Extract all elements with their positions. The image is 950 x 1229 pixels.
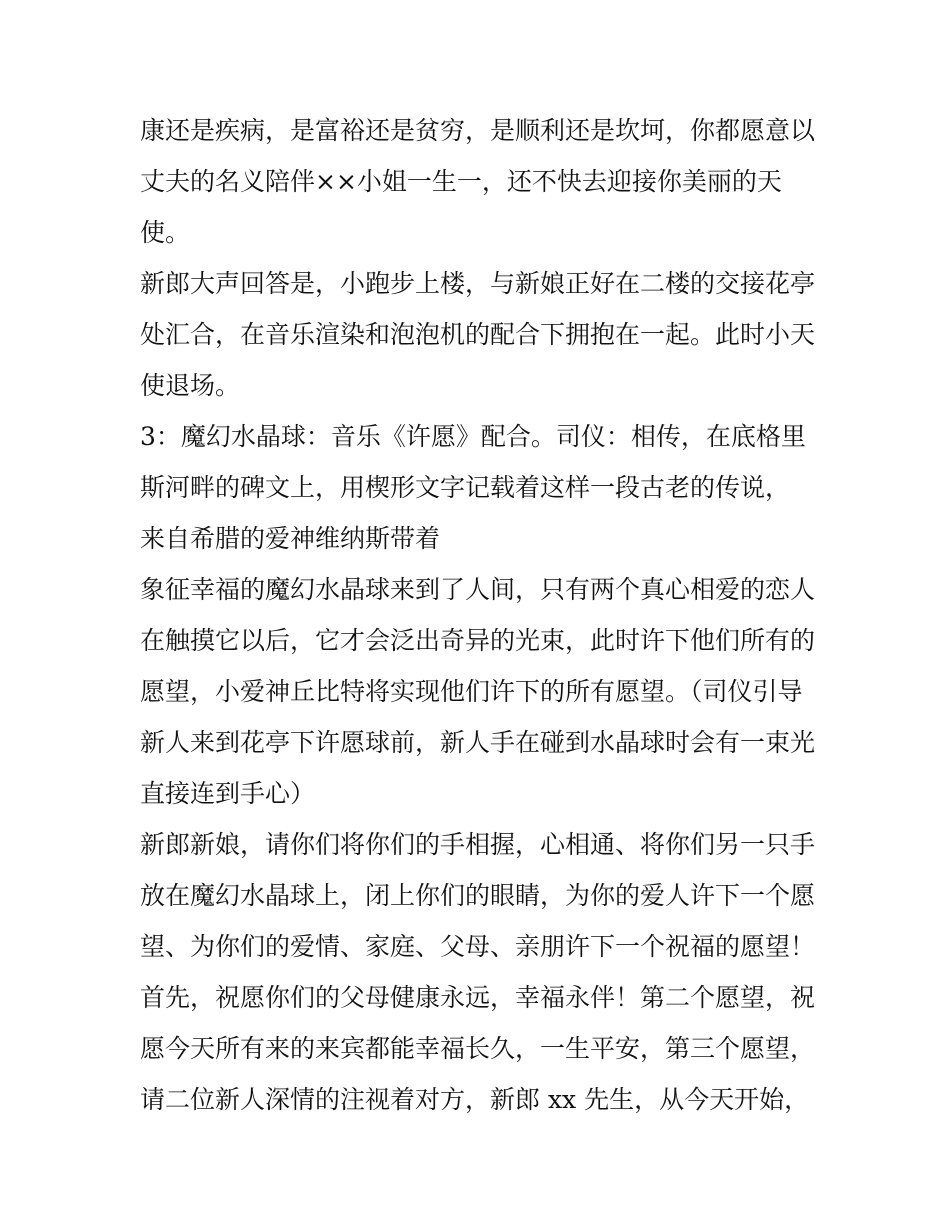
- text-line: 新郎大声回答是，小跑步上楼，与新娘正好在二楼的交接花亭: [140, 269, 816, 298]
- text-line: 3：魔幻水晶球：音乐《许愿》配合。司仪：相传，在底格里: [140, 422, 806, 451]
- text-line: 望、为你们的爱情、家庭、父母、亲朋许下一个祝福的愿望！: [140, 932, 816, 961]
- text-line: 来自希腊的爱神维纳斯带着: [140, 524, 441, 553]
- text-line: 斯河畔的碑文上，用楔形文字记载着这样一段古老的传说，: [140, 473, 791, 502]
- text-line: 处汇合，在音乐渲染和泡泡机的配合下拥抱在一起。此时小天: [140, 320, 816, 349]
- text-line: 新人来到花亭下许愿球前，新人手在碰到水晶球时会有一束光: [140, 728, 816, 757]
- text-line: 新郎新娘，请你们将你们的手相握，心相通、将你们另一只手: [140, 830, 816, 859]
- text-line: 直接连到手心）: [140, 779, 316, 808]
- text-line: 象征幸福的魔幻水晶球来到了人间，只有两个真心相爱的恋人: [140, 575, 816, 604]
- text-line: 愿望，小爱神丘比特将实现他们许下的所有愿望。（司仪引导: [140, 677, 803, 706]
- text-line: 请二位新人深情的注视着对方，新郎 xx 先生，从今天开始，: [140, 1085, 810, 1114]
- text-line: 丈夫的名义陪伴××小姐一生一，还不快去迎接你美丽的天: [140, 167, 782, 196]
- text-line: 首先，祝愿你们的父母健康永远，幸福永伴！第二个愿望，祝: [140, 983, 816, 1012]
- text-line: 放在魔幻水晶球上，闭上你们的眼睛，为你的爱人许下一个愿: [140, 881, 816, 910]
- text-line: 使。: [140, 218, 191, 247]
- text-line: 使退场。: [140, 371, 241, 400]
- body-text: [140, 105, 820, 1125]
- text-line: 在触摸它以后，它才会泛出奇异的光束，此时许下他们所有的: [140, 626, 816, 655]
- text-line: 康还是疾病，是富裕还是贫穷，是顺利还是坎坷，你都愿意以: [140, 116, 816, 145]
- text-line: 愿今天所有来的来宾都能幸福长久，一生平安，第三个愿望，: [140, 1034, 816, 1063]
